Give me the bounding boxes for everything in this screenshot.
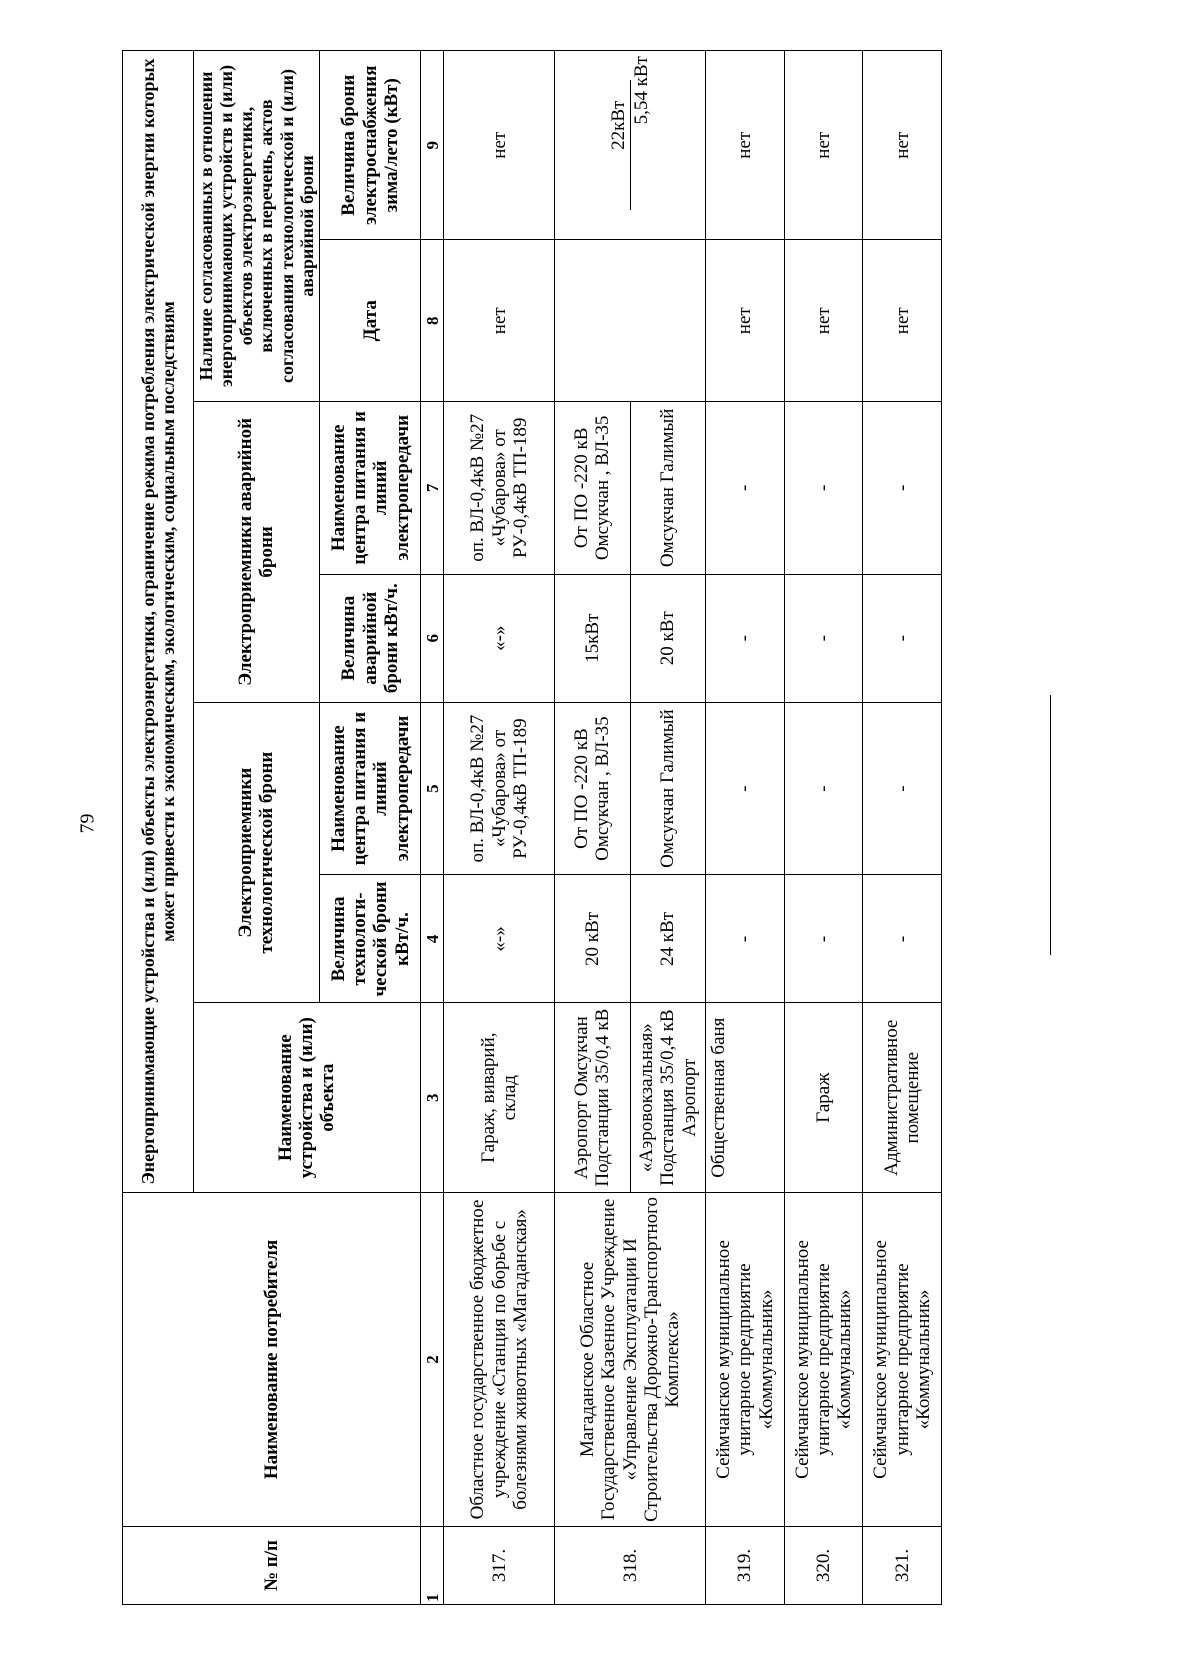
row-tech-value: - [706,875,785,1003]
header-group-title: Энергопринимающие устройства и (или) объекты электроэнергетики, ограничение режима потребления электрической энергии которых может привести к экономическим, экологическим, социальным последствиям [123,51,194,1193]
row-emerg-center-b: Омсукчан Галимый [630,402,706,574]
header-object: Наименование устройства и (или) объекта [193,1003,421,1192]
row-date: нет [784,240,863,402]
row-num: 320. [784,1527,863,1605]
row-object: Гараж, виварий, склад [444,1003,555,1192]
rotated-table-container [122,50,942,1605]
row-tech-center: - [863,702,942,875]
column-numbers-row [421,51,444,1605]
row-emerg-value [555,574,706,702]
row-date: нет [706,240,785,402]
row-date [555,240,706,402]
row-reserve: нет [444,51,555,240]
col-number: 4 [421,875,444,1003]
row-num: 318. [555,1527,706,1605]
row-tech-center: оп. ВЛ-0,4кВ №27 «Чубарова» от РУ-0,4кВ ТП-189 [444,702,555,875]
row-consumer: Сеймчанское муниципальное унитарное предприятие «Коммунальник» [706,1192,785,1526]
table-row [784,51,863,1605]
row-reserve-winter: 22кВт [608,100,630,150]
row-num: 321. [863,1527,942,1605]
col-number: 3 [421,1003,444,1192]
row-tech-center: - [784,702,863,875]
row-emerg-center: оп. ВЛ-0,4кВ №27 «Чубарова» от РУ-0,4кВ ТП-189 [444,402,555,575]
row-tech-value [555,875,706,1003]
table-row [444,51,555,1605]
col-number: 8 [421,240,444,402]
row-object [555,1003,706,1192]
table-row [706,51,785,1605]
header-row-1 [123,51,194,1605]
row-emerg-value: «-» [444,574,555,702]
row-num: 319. [706,1527,785,1605]
row-object: Общественная баня [706,1003,785,1192]
separator-line [1050,695,1051,955]
col-number: 7 [421,402,444,575]
row-tech-value-a: 20 кВт [581,911,603,966]
row-object: Гараж [784,1003,863,1192]
row-emerg-value: - [863,574,942,702]
col-number: 2 [421,1192,444,1526]
row-reserve: нет [706,51,785,240]
row-object-part-b: «Аэровокзальная» Подстанция 35/0,4 кВ Аэропорт [630,1004,706,1192]
col-number: 6 [421,574,444,702]
reserve-table [122,50,942,1605]
row-reserve: нет [784,51,863,240]
row-tech-value-b: 24 кВт [630,875,706,1002]
row-date: нет [444,240,555,402]
header-consumer: Наименование потребителя [123,1192,421,1526]
row-tech-value: «-» [444,875,555,1003]
row-object: Административное помещение [863,1003,942,1192]
row-consumer: Магаданское Областное Государственное Казенное Учреждение «Управление Эксплуатации И Строительства Дорожно-Транспортного Комплекса» [555,1192,706,1526]
row-emerg-value-b: 20 кВт [630,575,706,702]
row-tech-center: - [706,702,785,875]
row-emerg-center [555,402,706,575]
header-emerg-group: Электроприемники аварийной брони [193,402,320,703]
header-num: № п/п [123,1527,421,1605]
header-tech-center: Наименование центра питания и линий электропередачи [320,702,421,875]
row-object-part-a: Аэропорт Омсукчан Подстанции 35/0,4 кВ [571,1008,614,1187]
col-number: 9 [421,51,444,240]
row-tech-center-a: От ПО -220 кВ Омсукчан , ВЛ-35 [571,716,614,861]
row-reserve: нет [863,51,942,240]
row-consumer: Сеймчанское муниципальное унитарное предприятие «Коммунальник» [863,1192,942,1526]
row-emerg-center: - [863,402,942,575]
row-emerg-center-a: От ПО -220 кВ Омсукчан , ВЛ-35 [571,415,614,561]
row-emerg-center: - [706,402,785,575]
row-tech-center [555,702,706,875]
row-tech-center-b: Омсукчан Галимый [630,703,706,875]
row-consumer: Сеймчанское муниципальное унитарное предприятие «Коммунальник» [784,1192,863,1526]
row-reserve [555,51,706,240]
row-emerg-value: - [706,574,785,702]
row-reserve-summer: 5,54 кВт [630,56,652,125]
header-emerg-center: Наименование центра питания и линий электропередачи [320,402,421,575]
table-row [555,51,706,1605]
row-emerg-value: - [784,574,863,702]
header-reserve: Величина брони электроснабжения зима/лето (кВт) [320,51,421,240]
row-date: нет [863,240,942,402]
header-tech-value: Величина технологи-ческой брони кВт/ч. [320,875,421,1003]
row-tech-value: - [863,875,942,1003]
row-emerg-center: - [784,402,863,575]
header-date: Дата [320,240,421,402]
col-number: 1 [421,1527,444,1605]
row-tech-value: - [784,875,863,1003]
page-number: 79 [76,813,99,834]
header-tech-group: Электроприемники технологической брони [193,702,320,1003]
col-number: 5 [421,702,444,875]
header-acts-group: Наличие согласованных в отношении энергопринимающих устройств и (или) объектов электроэнергетики, включенных в перечень, актов согласования технологической и (или) аварийной брони [193,51,320,402]
row-num: 317. [444,1527,555,1605]
row-consumer: Областное государственное бюджетное учреждение «Станция по борьбе с болезнями животных «Магаданская» [444,1192,555,1526]
header-emerg-value: Величина аварийной брони кВт/ч. [320,574,421,702]
row-emerg-value-a: 15кВт [581,613,603,663]
table-row [863,51,942,1605]
